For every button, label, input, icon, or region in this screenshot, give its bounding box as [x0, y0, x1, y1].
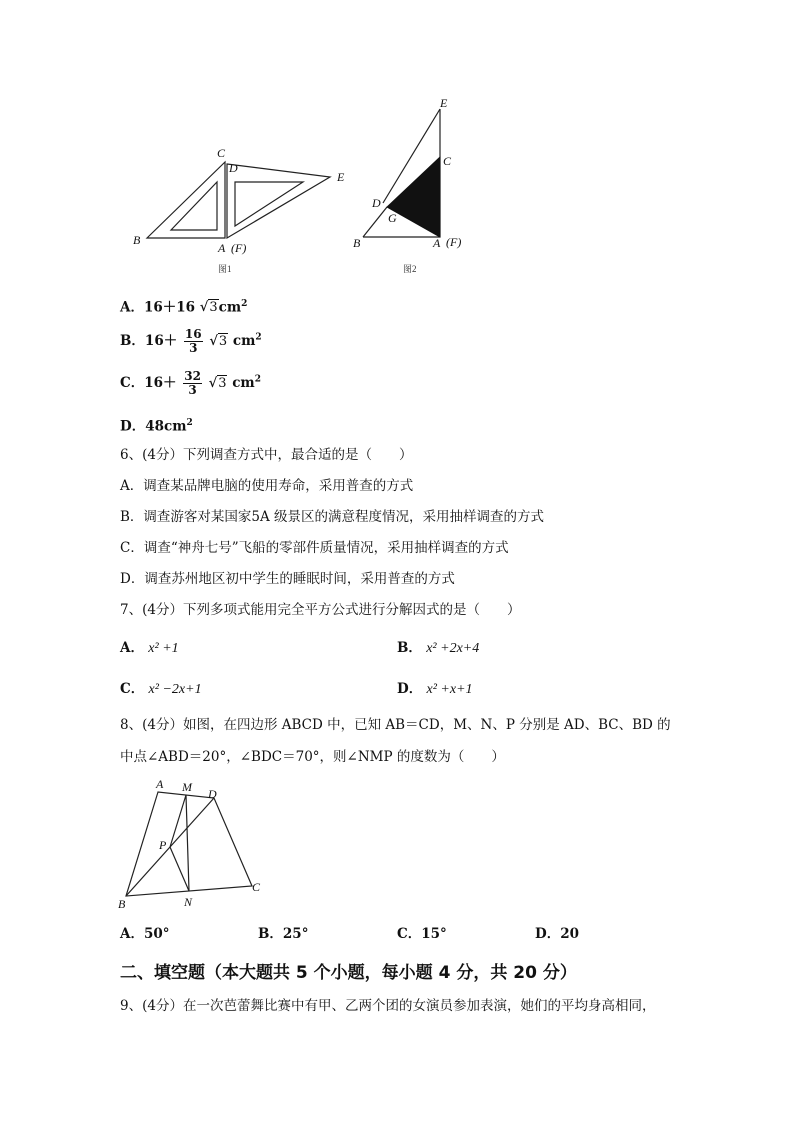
fig3-label-m: M	[182, 780, 192, 794]
q9-stem: 9、(4分）在一次芭蕾舞比赛中有甲、乙两个团的女演员参加表演，她们的平均身高相同，	[120, 998, 656, 1014]
q6-option-d: D．调查苏州地区初中学生的睡眠时间，采用普查的方式	[120, 571, 455, 587]
figure-3	[112, 776, 277, 911]
q6-option-a: A．调查某品牌电脑的使用寿命，采用普查的方式	[120, 478, 414, 494]
fig1-caption: 图1	[218, 264, 232, 274]
q6-option-c: C．调查“神舟七号”飞船的零部件质量情况，采用抽样调查的方式	[120, 540, 509, 556]
q8-stem-line1: 8、(4分）如图，在四边形 ABCD 中，已知 AB＝CD，M、N、P 分别是 AD、BC、BD 的	[120, 717, 671, 733]
figure-1	[125, 140, 355, 280]
fig2-label-a: A	[433, 236, 441, 250]
fraction: $\frac{32}{3}$	[184, 369, 201, 397]
section-heading: 二、填空题（本大题共 5 个小题，每小题 4 分，共 20 分）	[120, 963, 577, 983]
fig1-label-a: A	[218, 241, 226, 255]
fig2-label-e: E	[440, 96, 448, 110]
fig2-caption: 图2	[403, 264, 417, 274]
fig2-label-f: (F)	[446, 235, 462, 249]
figure-2	[345, 95, 475, 280]
fig2-label-b: B	[353, 236, 361, 250]
fig2-label-d: D	[372, 196, 381, 210]
fig2-label-g: G	[388, 211, 397, 225]
q8-stem-line2: 中点∠ABD＝20°，∠BDC＝70°，则∠NMP 的度数为（ ）	[120, 749, 505, 765]
q8-option-c: C．15°	[397, 926, 447, 942]
q8-option-d: D．20	[535, 926, 579, 942]
fig1-label-d: D	[229, 161, 238, 175]
fig3-label-a: A	[156, 777, 164, 791]
q7-stem: 7、(4分）下列多项式能用完全平方公式进行分解因式的是（ ）	[120, 602, 521, 618]
fig3-label-n: N	[184, 895, 193, 909]
q5-option-b: B．16＋ $\frac{16}{3}$ √3 $cm^2$	[120, 327, 262, 355]
fig1-label-e: E	[337, 170, 345, 184]
q5-option-a: A．16＋16 $√3cm^2$	[120, 299, 248, 316]
q7-option-b: B． x² +2x+4	[397, 640, 480, 656]
q7-option-c: C． x² −2x+1	[120, 681, 202, 697]
q8-option-b: B．25°	[258, 926, 309, 942]
q5-option-d: D．$48cm^2$	[120, 418, 193, 435]
fig3-label-c: C	[252, 880, 261, 894]
q6-stem: 6、(4分）下列调查方式中，最合适的是（ ）	[120, 447, 413, 463]
fig1-label-b: B	[133, 233, 141, 247]
fraction: $\frac{16}{3}$	[184, 327, 202, 355]
fig1-label-c: C	[217, 146, 226, 160]
q7-option-d: D． x² +x+1	[397, 681, 473, 697]
fig1-label-f: (F)	[231, 241, 247, 255]
q6-option-b: B．调查游客对某国家5A 级景区的满意程度情况，采用抽样调查的方式	[120, 509, 545, 525]
q8-option-a: A．50°	[120, 926, 170, 942]
q7-option-a: A． x² +1	[120, 640, 179, 656]
fig3-label-b: B	[118, 897, 126, 911]
fig3-label-d: D	[208, 787, 217, 801]
fig2-label-c: C	[443, 154, 452, 168]
fig3-label-p: P	[159, 838, 167, 852]
q5-option-c: C．16＋ $\frac{32}{3}$ √3 $cm^2$	[120, 369, 261, 397]
